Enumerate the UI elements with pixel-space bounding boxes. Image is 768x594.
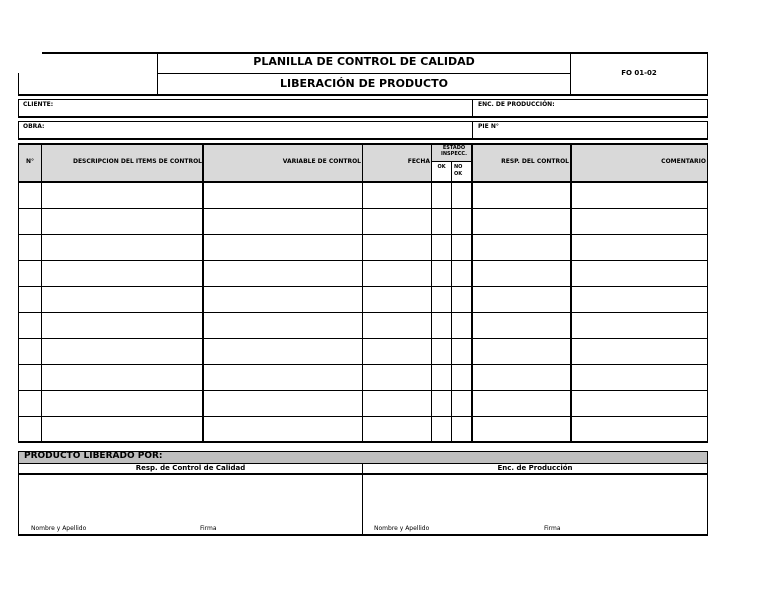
col-num: N° <box>25 158 35 165</box>
row-divider <box>18 390 708 391</box>
col-fecha: FECHA <box>407 158 430 165</box>
row-divider <box>18 364 708 365</box>
pie-label: PIE N° <box>478 123 499 130</box>
cliente-field[interactable] <box>19 100 472 116</box>
row-divider <box>18 338 708 339</box>
row-divider <box>18 312 708 313</box>
table-row[interactable] <box>19 260 707 286</box>
firma-right: Firma <box>544 525 561 532</box>
enc-produccion-label: ENC. DE PRODUCCIÓN: <box>478 101 555 108</box>
footer-title: PRODUCTO LIBERADO POR: <box>24 451 163 461</box>
col-variable: VARIABLE DE CONTROL <box>282 158 361 165</box>
col-no-ok: NO OK <box>454 164 463 177</box>
enc-produccion-header: Enc. de Producción <box>497 464 573 472</box>
form-code: FO 01-02 <box>621 69 657 77</box>
col-comentario: COMENTARIO <box>661 158 706 165</box>
table-row[interactable] <box>19 338 707 364</box>
nombre-apellido-right: Nombre y Apellido <box>374 525 430 532</box>
document-title: PLANILLA DE CONTROL DE CALIDAD <box>253 55 475 68</box>
table-row[interactable] <box>19 182 707 208</box>
row-divider <box>18 234 708 235</box>
obra-field[interactable] <box>19 122 472 138</box>
col-descripcion: DESCRIPCION DEL ITEMS DE CONTROL <box>72 158 202 165</box>
enc-produccion-field[interactable] <box>473 100 707 116</box>
col-estado: ESTADO INSPECC. <box>441 145 467 157</box>
row-divider <box>18 286 708 287</box>
table-row[interactable] <box>19 208 707 234</box>
table-row[interactable] <box>19 286 707 312</box>
cliente-label: CLIENTE: <box>23 101 54 108</box>
col-ok: OK <box>437 164 446 170</box>
pie-field[interactable] <box>473 122 707 138</box>
firma-left: Firma <box>200 525 217 532</box>
row-divider <box>18 416 708 417</box>
resp-calidad-header: Resp. de Control de Calidad <box>135 464 246 472</box>
table-row[interactable] <box>19 312 707 338</box>
row-divider <box>18 208 708 209</box>
document-subtitle: LIBERACIÓN DE PRODUCTO <box>280 77 448 90</box>
obra-label: OBRA: <box>23 123 45 130</box>
table-row[interactable] <box>19 390 707 416</box>
table-row[interactable] <box>19 234 707 260</box>
col-resp: RESP. DEL CONTROL <box>501 158 569 165</box>
nombre-apellido-left: Nombre y Apellido <box>31 525 87 532</box>
table-row[interactable] <box>19 416 707 442</box>
row-divider <box>18 260 708 261</box>
table-row[interactable] <box>19 364 707 390</box>
